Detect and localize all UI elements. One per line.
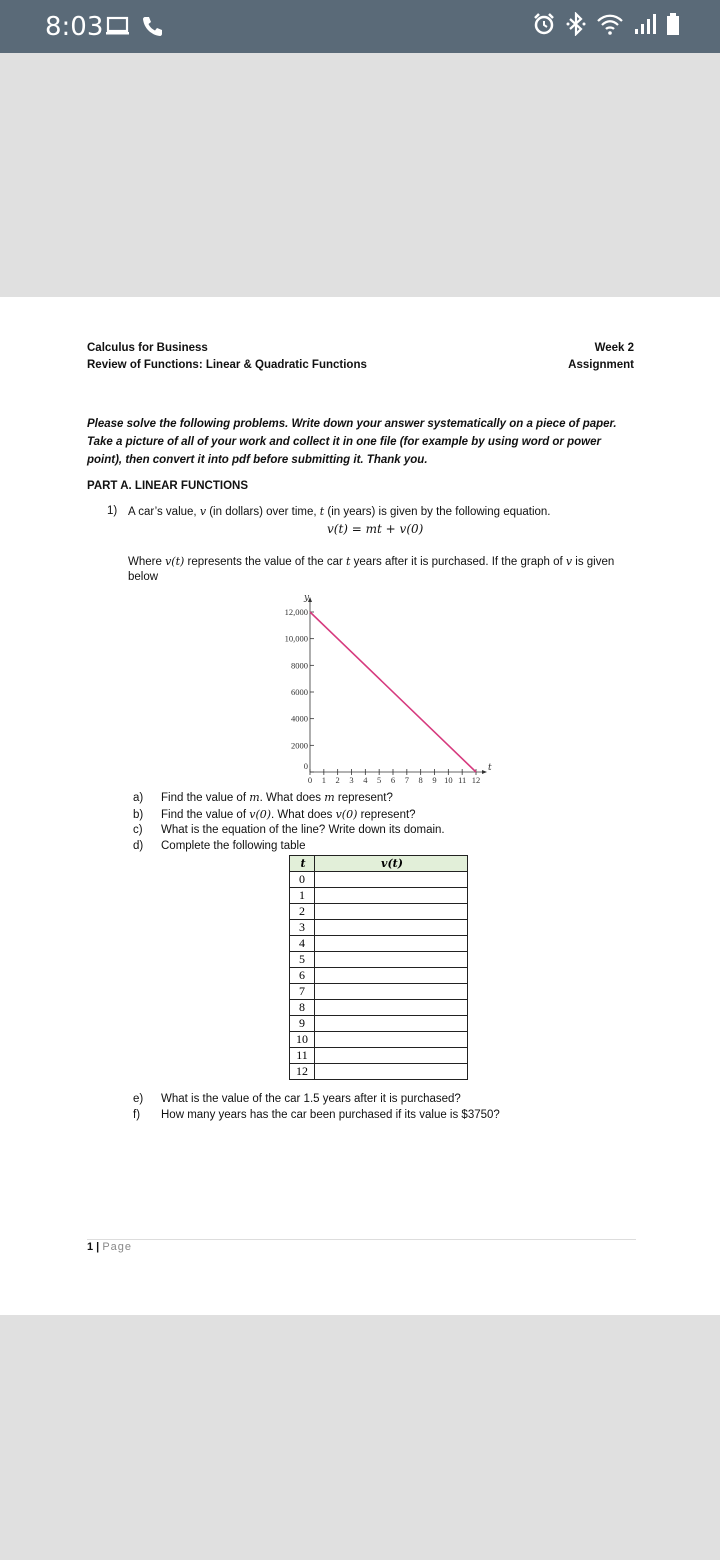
x-tick-label: 6 (390, 775, 396, 785)
y-axis-label: y (304, 593, 310, 603)
table-cell-t: 10 (290, 1032, 315, 1048)
page-footer: 1 | Page (87, 1241, 133, 1253)
table-row (290, 968, 468, 984)
table-row (290, 872, 468, 888)
table-row (290, 920, 468, 936)
table-cell-t: 8 (290, 1000, 315, 1016)
table-cell-t: 3 (290, 920, 315, 936)
table-cell-v[interactable] (315, 1048, 468, 1064)
table-cell-t: 2 (290, 904, 315, 920)
table-cell-v[interactable] (315, 872, 468, 888)
table-cell-v[interactable] (315, 920, 468, 936)
series-line (310, 612, 476, 772)
table-cell-v[interactable] (315, 968, 468, 984)
table-row (290, 1032, 468, 1048)
value-table (289, 855, 468, 1080)
header-left (87, 340, 367, 374)
table-row (290, 1048, 468, 1064)
status-bar (0, 0, 720, 53)
table-cell-v[interactable] (315, 888, 468, 904)
x-axis-arrow (482, 770, 487, 774)
y-tick-label: 4000 (291, 713, 308, 724)
table-cell-v[interactable] (315, 1000, 468, 1016)
equation: v(t) = mt + v(0) (327, 522, 424, 536)
table-cell-v[interactable] (315, 936, 468, 952)
table-cell-t: 12 (290, 1064, 315, 1080)
battery-icon (666, 12, 680, 41)
table-cell-t: 0 (290, 872, 315, 888)
bluetooth-icon (566, 12, 586, 41)
table-cell-t: 11 (290, 1048, 315, 1064)
table-cell-v[interactable] (315, 1032, 468, 1048)
subquestion-b: b) Find the value of v(0). What does v(0) represent? (133, 808, 416, 821)
header-right (568, 340, 634, 374)
table-cell-t: 1 (290, 888, 315, 904)
table-cell-v[interactable] (315, 952, 468, 968)
course-subtitle: Review of Functions: Linear & Quadratic Functions (87, 359, 367, 371)
table-cell-v[interactable] (315, 984, 468, 1000)
table-cell-t: 9 (290, 1016, 315, 1032)
subquestion-a: a) Find the value of m. What does m represent? (133, 791, 393, 804)
alarm-icon (532, 12, 556, 41)
value-chart (265, 585, 495, 785)
signal-icon (634, 12, 656, 41)
y-tick-label: 12,000 (284, 607, 308, 617)
document-page (0, 297, 720, 1315)
y-tick-label: 2000 (291, 740, 308, 751)
instructions: Please solve the following problems. Write down your answer systematically on a piece of paper. Take a picture of all of your work and collect it in one file (for example by using word or power point), then convert it into pdf before submitting it. Thank you. (87, 418, 617, 466)
table-row (290, 904, 468, 920)
table-cell-t: 7 (290, 984, 315, 1000)
y-tick-label: 8000 (291, 660, 308, 671)
y-tick-label: 6000 (291, 687, 308, 697)
question-number: 1) (107, 505, 118, 517)
table-header-t: t (290, 856, 315, 872)
subquestion-f: f) How many years has the car been purchased if its value is $3750? (133, 1109, 500, 1121)
week-label: Week 2 (594, 342, 634, 354)
status-time: 8:03 (45, 12, 104, 42)
x-tick-label: 1 (321, 775, 326, 785)
x-tick-label: 5 (377, 775, 382, 785)
x-tick-label: 0 (307, 775, 313, 785)
x-tick-label: 3 (349, 775, 354, 785)
phone-call-icon (141, 15, 163, 42)
laptop-icon (105, 15, 131, 42)
table-row (290, 984, 468, 1000)
table-cell-v[interactable] (315, 1064, 468, 1080)
table-cell-v[interactable] (315, 1016, 468, 1032)
x-tick-label: 11 (458, 775, 467, 785)
table-cell-t: 4 (290, 936, 315, 952)
table-row (290, 1000, 468, 1016)
x-tick-label: 9 (432, 775, 437, 785)
table-row (290, 936, 468, 952)
table-row (290, 1064, 468, 1080)
x-tick-label: 2 (335, 775, 340, 785)
subquestion-c: c) What is the equation of the line? Write down its domain. (133, 824, 445, 836)
subquestion-d: d) Complete the following table (133, 840, 306, 852)
table-cell-t: 5 (290, 952, 315, 968)
table-row (290, 1016, 468, 1032)
table-row (290, 888, 468, 904)
assignment-label: Assignment (568, 359, 634, 371)
question-where: Where v(t) represents the value of the car t years after it is purchased. If the graph of v is given below (128, 555, 615, 583)
y-tick-label: 10,000 (284, 633, 308, 644)
table-row (290, 952, 468, 968)
table-cell-v[interactable] (315, 904, 468, 920)
table-cell-t: 6 (290, 968, 315, 984)
y-tick-label: 0 (303, 761, 308, 771)
footer-divider (87, 1239, 636, 1240)
course-title: Calculus for Business (87, 342, 208, 354)
question-intro: A car’s value, v (in dollars) over time, t (in years) is given by the following equation. (128, 505, 551, 518)
subquestion-e: e) What is the value of the car 1.5 years after it is purchased? (133, 1093, 461, 1105)
x-tick-label: 4 (363, 775, 368, 785)
x-tick-label: 7 (404, 775, 409, 785)
x-tick-label: 10 (444, 775, 453, 785)
part-title: PART A. LINEAR FUNCTIONS (87, 480, 248, 492)
x-tick-label: 12 (471, 775, 481, 785)
x-tick-label: 8 (418, 775, 423, 785)
x-axis-label: t (488, 763, 492, 773)
wifi-icon (596, 12, 624, 41)
table-header-v: v(t) (315, 856, 468, 872)
